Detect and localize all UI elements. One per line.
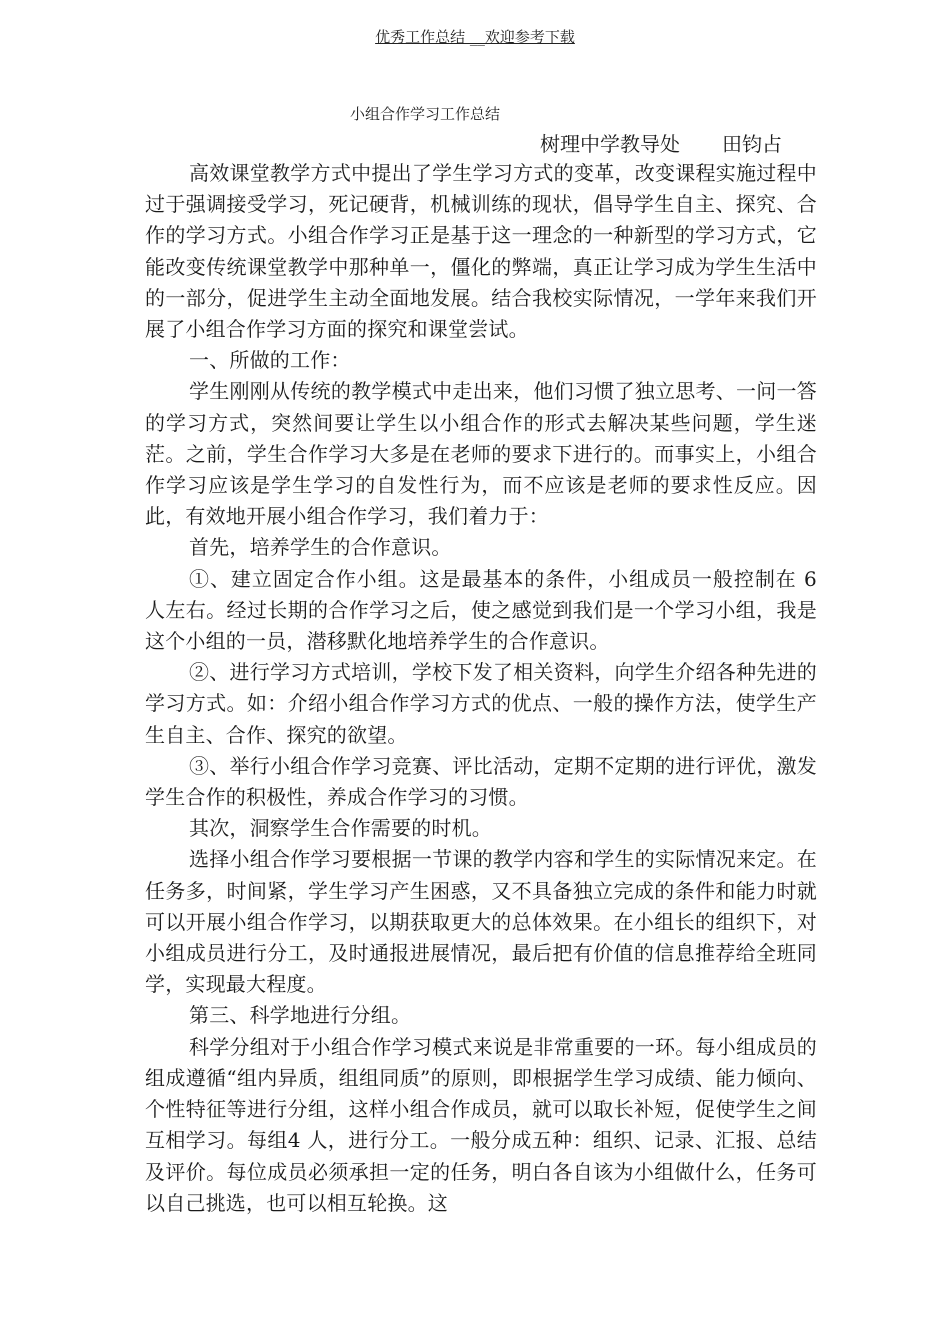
document-title: 小组合作学习工作总结 bbox=[349, 105, 500, 123]
subheading: 其次，洞察学生合作需要的时机。 bbox=[189, 816, 492, 841]
list-item: ②、进行学习方式培训，学校下发了相关资料，向学生介绍各种先进的学习方式。如：介绍小组合作学习方式的优点、一般的操作方法，使学生产生自主、合作、探究的欲望。 bbox=[145, 660, 817, 747]
author-name: 田钧占 bbox=[722, 132, 782, 156]
paragraph: 科学分组对于小组合作学习模式来说是非常重要的一环。每小组成员的组成遵循“组内异质，组组同质”的原则，即根据学生学习成绩、能力倾向、个性特征等进行分组，这样小组合作成员，就可以取长补短，促使学生之间互相学习。每组4 人，进行分工。一般分成五种：组织、记录、汇报、总结及评价。每位成员必须承担一定的任务，明白各自该为小组做什么，任务可以自己挑选，也可以相互轮换。这 bbox=[145, 1034, 817, 1215]
author-byline bbox=[540, 130, 782, 158]
subheading: 第三、科学地进行分组。 bbox=[189, 1003, 412, 1028]
paragraph: 高效课堂教学方式中提出了学生学习方式的变革，改变课程实施过程中过于强调接受学习，死记硬背，机械训练的现状，倡导学生自主、探究、合作的学习方式。小组合作学习正是基于这一理念的一种新型的学习方式，它能改变传统课堂教学中那种单一，僵化的弊端，真正让学习成为学生生活中的一部分，促进学生主动全面地发展。结合我校实际情况，一学年来我们开展了小组合作学习方面的探究和课堂尝试。 bbox=[145, 161, 817, 342]
section-heading: 一、所做的工作： bbox=[189, 348, 351, 373]
paragraph: 学生刚刚从传统的教学模式中走出来，他们习惯了独立思考、一问一答的学习方式，突然间要让学生以小组合作的形式去解决某些问题，学生迷茫。之前，学生合作学习大多是在老师的要求下进行的。而事实上，小组合作学习应该是学生学习的自发性行为，而不应该是老师的要求性反应。因此，有效地开展小组合作学习，我们着力于： bbox=[145, 379, 817, 529]
list-item: ③、举行小组合作学习竞赛、评比活动，定期不定期的进行评优，激发学生合作的积极性，养成合作学习的习惯。 bbox=[145, 753, 817, 810]
list-item: ①、建立固定合作小组。这是最基本的条件，小组成员一般控制在 6 人左右。经过长期的合作学习之后，使之感觉到我们是一个学习小组，我是这个小组的一员，潜移默化地培养学生的合作意识。 bbox=[145, 566, 817, 654]
document-body bbox=[145, 158, 817, 1219]
author-unit: 树理中学教导处 bbox=[540, 132, 680, 156]
subheading: 首先，培养学生的合作意识。 bbox=[189, 535, 452, 560]
running-header: 优秀工作总结 __欢迎参考下载 bbox=[375, 28, 575, 46]
paragraph: 选择小组合作学习要根据一节课的教学内容和学生的实际情况来定。在任务多，时间紧，学生学习产生困惑，又不具备独立完成的条件和能力时就可以开展小组合作学习，以期获取更大的总体效果。在小组长的组织下，对小组成员进行分工，及时通报进展情况，最后把有价值的信息推荐给全班同学，实现最大程度。 bbox=[145, 847, 817, 997]
